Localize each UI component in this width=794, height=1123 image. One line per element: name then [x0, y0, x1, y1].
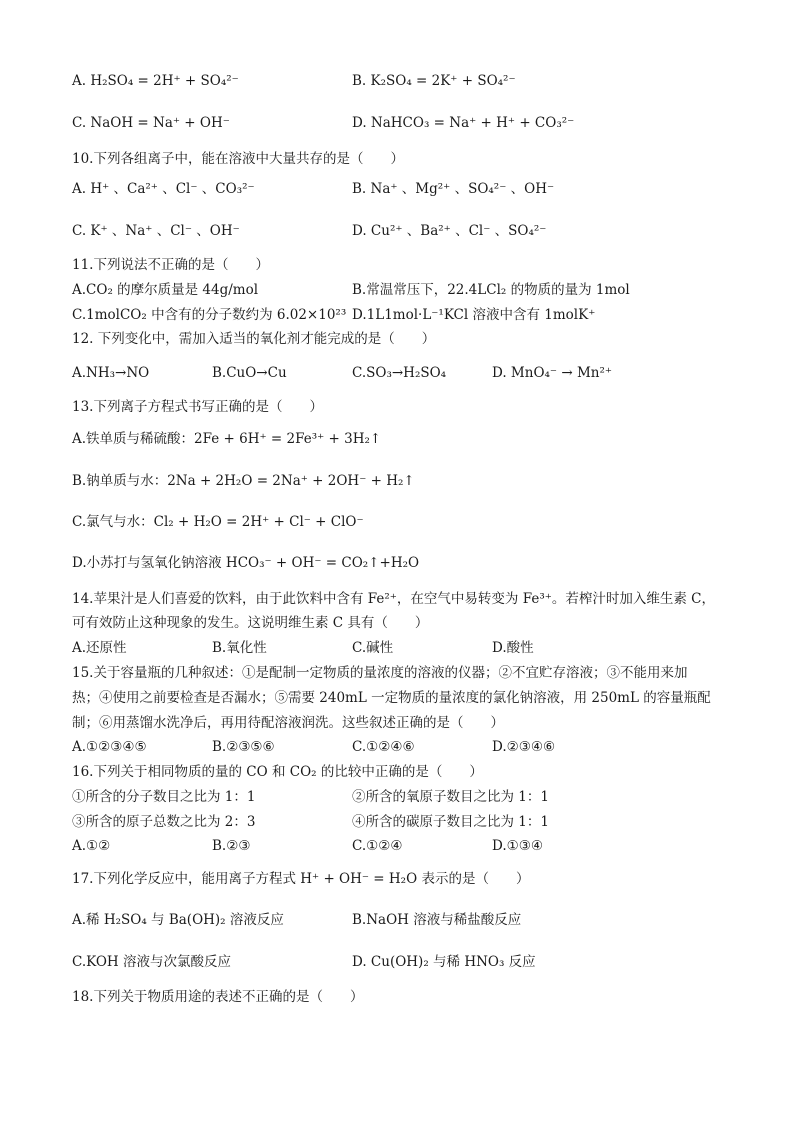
q17-option-a: A.稀 H₂SO₄ 与 Ba(OH)₂ 溶液反应 — [72, 912, 284, 928]
q14-option-a: A.还原性 — [72, 640, 127, 656]
q12-stem: 12. 下列变化中，需加入适当的氧化剂才能完成的是（ ） — [72, 331, 436, 347]
q11-option-d: D.1L1mol·L⁻¹KCl 溶液中含有 1molK⁺ — [352, 307, 596, 323]
q9-option-b: B. K₂SO₄ = 2K⁺ + SO₄²⁻ — [352, 73, 516, 89]
q10-option-c: C. K⁺ 、Na⁺ 、Cl⁻ 、OH⁻ — [72, 223, 240, 239]
q17-option-c: C.KOH 溶液与次氯酸反应 — [72, 954, 231, 970]
q11-option-b: B.常温常压下，22.4LCl₂ 的物质的量为 1mol — [352, 282, 630, 298]
q15-option-b: B.②③⑤⑥ — [212, 739, 275, 755]
q11-option-a: A.CO₂ 的摩尔质量是 44g/mol — [72, 282, 259, 298]
q10-option-d: D. Cu²⁺ 、Ba²⁺ 、Cl⁻ 、SO₄²⁻ — [352, 223, 547, 239]
q16-option-b: B.②③ — [212, 838, 251, 854]
q10-option-b: B. Na⁺ 、Mg²⁺ 、SO₄²⁻ 、OH⁻ — [352, 181, 555, 197]
q16-statement-3: ③所含的原子总数之比为 2：3 — [72, 814, 256, 830]
q13-option-a: A.铁单质与稀硫酸：2Fe + 6H⁺ = 2Fe³⁺ + 3H₂↑ — [72, 431, 382, 447]
q13-option-b: B.钠单质与水：2Na + 2H₂O = 2Na⁺ + 2OH⁻ + H₂↑ — [72, 473, 415, 489]
q12-option-b: B.CuO→Cu — [212, 365, 287, 381]
q12-option-a: A.NH₃→NO — [72, 365, 150, 381]
q16-stem: 16.下列关于相同物质的量的 CO 和 CO₂ 的比较中正确的是（ ） — [72, 764, 483, 780]
q16-statement-1: ①所含的分子数目之比为 1：1 — [72, 789, 256, 805]
q13-option-c: C.氯气与水：Cl₂ + H₂O = 2H⁺ + Cl⁻ + ClO⁻ — [72, 514, 364, 530]
q13-stem: 13.下列离子方程式书写正确的是（ ） — [72, 399, 323, 415]
q16-option-d: D.①③④ — [492, 838, 543, 854]
q9-option-c: C. NaOH = Na⁺ + OH⁻ — [72, 115, 230, 131]
q14-stem-line1: 14.苹果汁是人们喜爱的饮料，由于此饮料中含有 Fe²⁺，在空气中易转变为 Fe³⁺。若榨汁时加入维生素 C， — [72, 591, 715, 607]
q10-option-a: A. H⁺ 、Ca²⁺ 、Cl⁻ 、CO₃²⁻ — [72, 181, 255, 197]
q18-stem: 18.下列关于物质用途的表述不正确的是（ ） — [72, 989, 364, 1005]
q15-option-c: C.①②④⑥ — [352, 739, 415, 755]
q12-option-c: C.SO₃→H₂SO₄ — [352, 365, 447, 381]
q12-option-d: D. MnO₄⁻ → Mn²⁺ — [492, 365, 612, 381]
q15-stem-line2: 热；④使用之前要检查是否漏水；⑤需要 240mL 一定物质的量浓度的氯化钠溶液，用 250mL 的容量瓶配 — [72, 690, 711, 706]
q16-statement-4: ④所含的碳原子数目之比为 1：1 — [352, 814, 549, 830]
q17-option-d: D. Cu(OH)₂ 与稀 HNO₃ 反应 — [352, 954, 536, 970]
q14-option-d: D.酸性 — [492, 640, 534, 656]
q10-stem: 10.下列各组离子中，能在溶液中大量共存的是（ ） — [72, 151, 404, 167]
q16-statement-2: ②所含的氧原子数目之比为 1：1 — [352, 789, 549, 805]
q15-stem-line3: 制；⑥用蒸馏水洗净后，再用待配溶液润洗。这些叙述正确的是（ ） — [72, 715, 504, 731]
q17-option-b: B.NaOH 溶液与稀盐酸反应 — [352, 912, 522, 928]
q15-option-d: D.②③④⑥ — [492, 739, 556, 755]
q17-stem: 17.下列化学反应中，能用离子方程式 H⁺ + OH⁻ = H₂O 表示的是（ ） — [72, 871, 530, 887]
q15-option-a: A.①②③④⑤ — [72, 739, 147, 755]
q13-option-d: D.小苏打与氢氧化钠溶液 HCO₃⁻ + OH⁻ = CO₂↑+H₂O — [72, 555, 420, 571]
q14-stem-line2: 可有效防止这种现象的发生。这说明维生素 C 具有（ ） — [72, 615, 429, 631]
q11-stem: 11.下列说法不正确的是（ ） — [72, 257, 269, 273]
q9-option-a: A. H₂SO₄ = 2H⁺ + SO₄²⁻ — [72, 73, 239, 89]
q14-option-b: B.氧化性 — [212, 640, 267, 656]
q11-option-c: C.1molCO₂ 中含有的分子数约为 6.02×10²³ — [72, 307, 347, 323]
q9-option-d: D. NaHCO₃ = Na⁺ + H⁺ + CO₃²⁻ — [352, 115, 575, 131]
q14-option-c: C.碱性 — [352, 640, 394, 656]
q16-option-c: C.①②④ — [352, 838, 403, 854]
q15-stem-line1: 15.关于容量瓶的几种叙述：①是配制一定物质的量浓度的溶液的仪器；②不宜贮存溶液；③不能用来加 — [72, 665, 688, 681]
q16-option-a: A.①② — [72, 838, 111, 854]
